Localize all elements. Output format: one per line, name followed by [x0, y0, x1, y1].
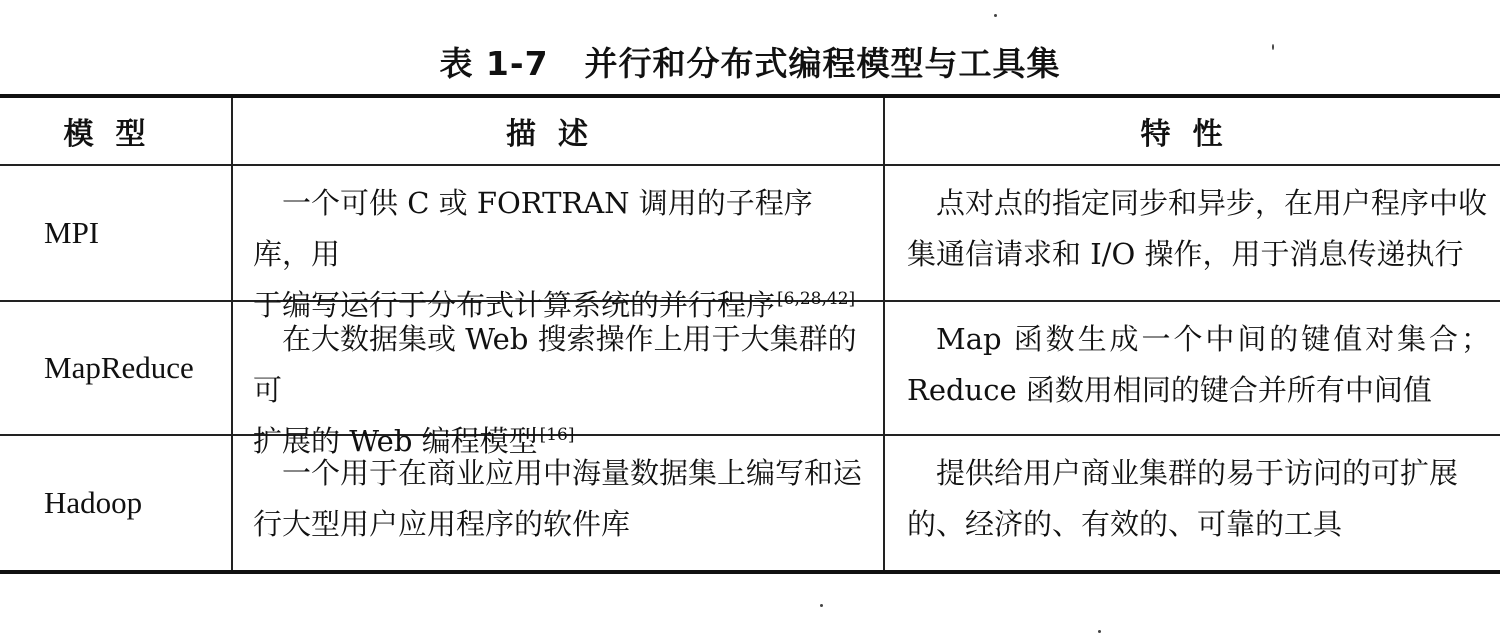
features-cell — [885, 166, 1500, 300]
model-name: MPI — [0, 166, 233, 300]
header-model: 模型 — [0, 98, 233, 164]
description-text — [233, 436, 883, 550]
header-description: 描述 — [233, 98, 885, 164]
table-row — [0, 436, 1500, 570]
table-caption — [0, 38, 1500, 85]
features-line: Map 函数生成一个中间的键值对集合； — [936, 322, 1490, 356]
scan-speck — [994, 14, 997, 17]
features-text — [885, 436, 1500, 550]
description-cell — [233, 436, 885, 570]
features-line: 的、经济的、有效的、可靠的工具 — [907, 507, 1343, 541]
description-line: 于编写运行于分布式计算系统的并行程序 — [253, 288, 776, 322]
description-line: 一个用于在商业应用中海量数据集上编写和运 — [282, 456, 863, 490]
features-line: Reduce 函数用相同的键合并所有中间值 — [907, 373, 1432, 407]
description-line: 扩展的 Web 编程模型 — [253, 424, 538, 458]
features-text — [885, 302, 1500, 416]
description-line: 行大型用户应用程序的软件库 — [253, 507, 631, 541]
citation-ref: [6,28,42] — [777, 289, 856, 309]
header-features: 特性 — [1140, 117, 1245, 152]
features-cell — [885, 436, 1500, 570]
features-line: 点对点的指定同步和异步，在用户程序中收 — [936, 186, 1488, 220]
scan-speck — [1098, 630, 1101, 633]
description-cell — [233, 302, 885, 458]
table-number: 表 1-7 — [439, 44, 549, 83]
model-name: MapReduce — [0, 302, 233, 434]
model-name: Hadoop — [0, 436, 233, 570]
features-cell — [885, 302, 1500, 434]
table-title: 并行和分布式编程模型与工具集 — [584, 44, 1061, 83]
scan-speck — [1272, 44, 1274, 50]
table-row — [0, 302, 1500, 458]
features-line: 集通信请求和 I/O 操作，用于消息传递执行 — [907, 237, 1464, 271]
models-table — [0, 94, 1500, 574]
description-line: 在大数据集或 Web 搜索操作上用于大集群的可 — [253, 322, 857, 407]
scan-speck — [820, 604, 823, 607]
features-line: 提供给用户商业集群的易于访问的可扩展 — [936, 456, 1459, 490]
description-cell — [233, 166, 885, 322]
citation-ref: [16] — [539, 425, 575, 445]
header-row — [0, 98, 1500, 166]
table-row — [0, 166, 1500, 322]
description-line: 一个可供 C 或 FORTRAN 调用的子程序库，用 — [253, 186, 813, 271]
features-text — [885, 166, 1500, 280]
